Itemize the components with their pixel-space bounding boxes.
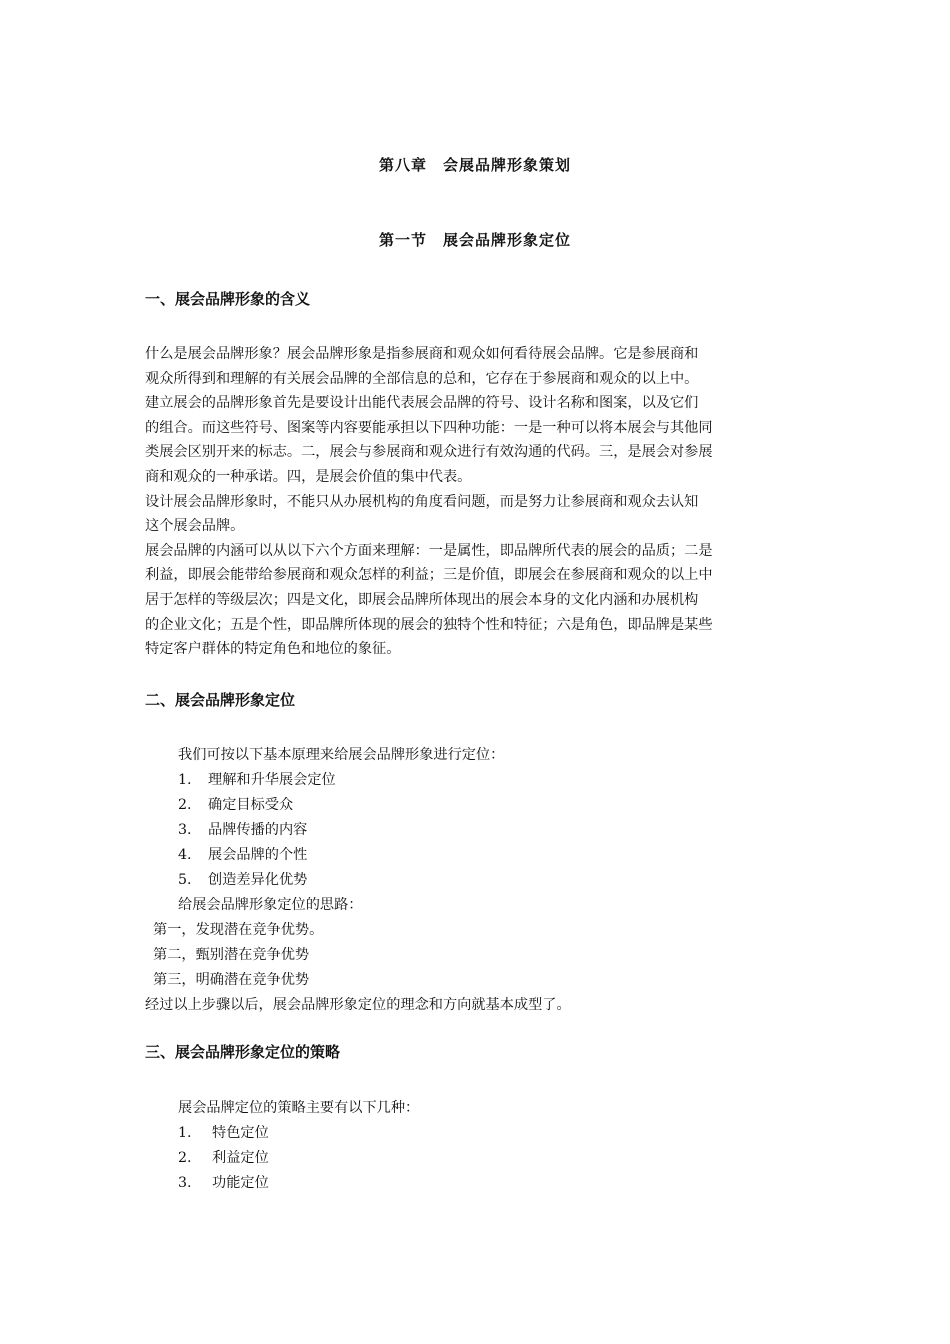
list-item: [178, 820, 307, 840]
list-text: 确定目标受众: [208, 797, 294, 813]
heading-positioning: 二、展会品牌形象定位: [145, 691, 296, 709]
step-line: 第一，发现潜在竞争优势。: [153, 922, 324, 938]
text-line: 特定客户群体的特定角色和地位的象征。: [145, 641, 401, 658]
text-line: 建立展会的品牌形象首先是要设计出能代表展会品牌的符号、设计名称和图案，以及它们: [145, 395, 699, 412]
list-text: 利益定位: [212, 1150, 269, 1166]
list-item: [178, 870, 307, 890]
list-item: [178, 1123, 269, 1143]
text-line: 什么是展会品牌形象？展会品牌形象是指参展商和观众如何看待展会品牌。它是参展商和: [145, 346, 699, 362]
list-text: 品牌传播的内容: [208, 822, 308, 838]
strategy-intro: 展会品牌定位的策略主要有以下几种：: [178, 1100, 420, 1116]
text-line: 利益，即展会能带给参展商和观众怎样的利益；三是价值，即展会在参展商和观众的以上中: [145, 567, 713, 584]
text-line: 的企业文化；五是个性，即品牌所体现的展会的独特个性和特征；六是角色，即品牌是某些: [145, 616, 713, 633]
step-line: 第三，明确潜在竞争优势: [153, 972, 310, 988]
positioning-intro: 我们可按以下基本原理来给展会品牌形象进行定位：: [178, 747, 505, 763]
list-number: 1.: [178, 772, 192, 788]
list-number: 5.: [178, 872, 192, 888]
text-line: 居于怎样的等级层次；四是文化，即展会品牌所体现出的展会本身的文化内涵和办展机构: [145, 591, 699, 608]
text-line: 展会品牌的内涵可以从以下六个方面来理解：一是属性，即品牌所代表的展会的品质；二是: [145, 542, 713, 559]
text-line: 设计展会品牌形象时，不能只从办展机构的角度看问题，而是努力让参展商和观众去认知: [145, 493, 699, 510]
section-title: 第一节 展会品牌形象定位: [378, 231, 571, 249]
list-item: [178, 1148, 269, 1168]
list-number: 2.: [178, 1150, 192, 1166]
list-item: [178, 845, 307, 865]
heading-meaning: 一、展会品牌形象的含义: [145, 290, 311, 308]
paragraph-meaning: [145, 342, 795, 662]
list-text: 功能定位: [212, 1175, 269, 1191]
list-item: [178, 770, 336, 790]
text-line: 商和观众的一种承诺。四，是展会价值的集中代表。: [145, 468, 472, 485]
list-number: 1.: [178, 1125, 192, 1141]
list-item: [178, 1173, 269, 1193]
text-line: 观众所得到和理解的有关展会品牌的全部信息的总和，它存在于参展商和观众的以上中。: [145, 370, 699, 387]
conclusion-line: 经过以上步骤以后，展会品牌形象定位的理念和方向就基本成型了。: [145, 997, 571, 1013]
text-line: 类展会区别开来的标志。二，展会与参展商和观众进行有效沟通的代码。三，是展会对参展: [145, 444, 713, 461]
list-text: 创造差异化优势: [208, 872, 308, 888]
list-text: 理解和升华展会定位: [208, 772, 336, 788]
list-number: 2.: [178, 797, 192, 813]
step-line: 第二，甄别潜在竞争优势: [153, 947, 310, 963]
chapter-title: 第八章 会展品牌形象策划: [378, 156, 571, 174]
list-item: [178, 795, 293, 815]
heading-strategy: 三、展会品牌形象定位的策略: [145, 1043, 341, 1061]
text-line: 的组合。而这些符号、图案等内容要能承担以下四种功能：一是一种可以将本展会与其他同: [145, 419, 713, 436]
list-text: 特色定位: [212, 1125, 269, 1141]
idea-intro: 给展会品牌形象定位的思路：: [178, 897, 363, 913]
list-text: 展会品牌的个性: [208, 847, 308, 863]
list-number: 3.: [178, 822, 192, 838]
list-number: 3.: [178, 1175, 192, 1191]
list-number: 4.: [178, 847, 192, 863]
text-line: 这个展会品牌。: [145, 518, 245, 535]
